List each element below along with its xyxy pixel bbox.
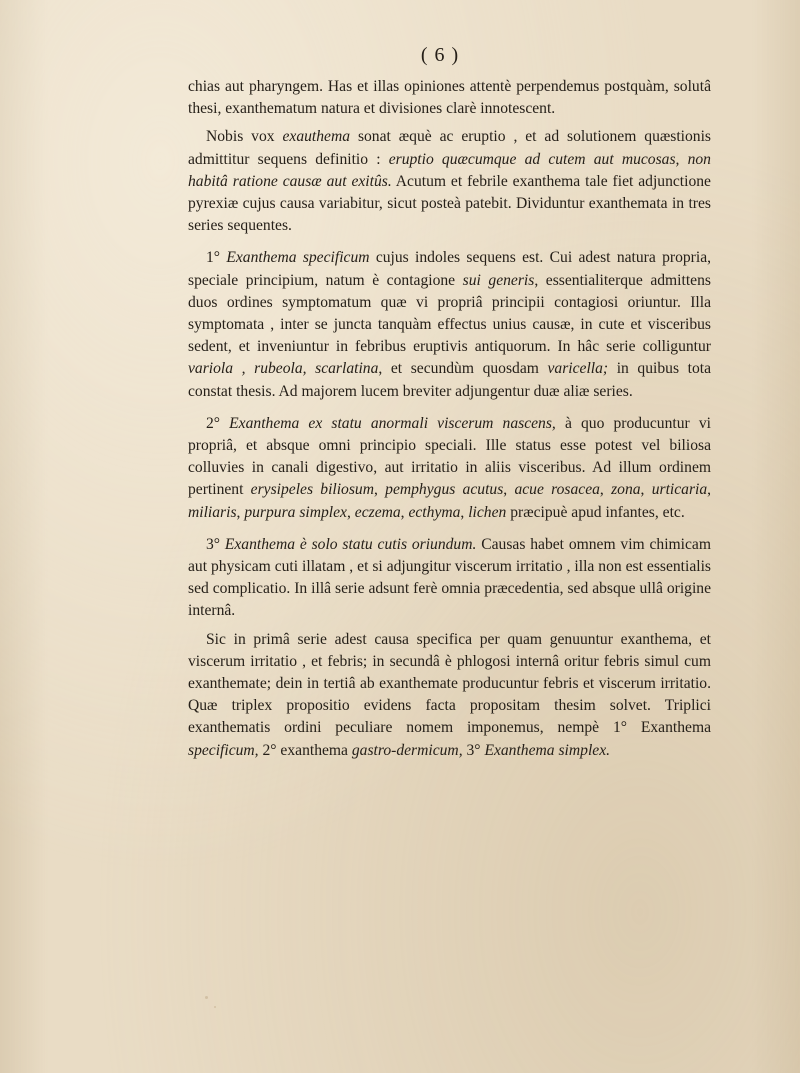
text-run: ,: [599, 481, 612, 499]
italic-term: variola , rubeola, scarlatina: [188, 360, 379, 378]
italic-term: exauthema: [282, 128, 351, 146]
text-run: 2°: [206, 414, 230, 432]
italic-term: lichen: [468, 503, 507, 521]
italic-term: erysipeles biliosum: [250, 481, 374, 499]
text-run: ,: [707, 481, 712, 499]
italic-term: eczema: [354, 503, 401, 521]
paragraph-continuation: [188, 76, 711, 120]
text-run: ,: [400, 503, 409, 521]
text-run: Nobis vox: [206, 128, 283, 146]
italic-term: urticaria: [651, 481, 708, 499]
paragraph-series-2: [188, 413, 711, 524]
text-run: præcipuè apud infantes, etc.: [506, 503, 685, 521]
text-run: chias aut pharyngem. Has et illas opiniones attentè perpendemus postquàm, solutâ thesi, exanthematum natura et divisiones clarè innotescent.: [188, 78, 711, 118]
italic-term: pemphygus acutus: [385, 481, 504, 499]
italic-term: Exanthema specificum: [226, 249, 370, 267]
italic-term: purpura simplex: [244, 503, 347, 521]
italic-term: varicella;: [547, 360, 609, 378]
italic-term: ecthyma: [408, 503, 461, 521]
italic-term: zona: [611, 481, 641, 499]
text-run: 3°: [206, 535, 225, 553]
text-run: cujus indoles sequens est. Cui adest natura propria, speciale principium, natum è contagione: [188, 249, 712, 289]
italic-term: Exanthema ex statu anormali viscerum nascens,: [229, 414, 556, 432]
paper-stain: [214, 1006, 216, 1008]
italic-term: Exanthema è solo statu cutis oriundum.: [224, 535, 477, 553]
text-run: , essentialiterque admittens duos ordines symptomatum quæ vi propriâ principii contagiosi oriuntur. Illa symptomata , inter se juncta tanquàm effectus unius causæ, in cute et visceribus sedent, et inveniuntur in febribus eruptivis antiquorum. In hâc serie colliguntur: [188, 271, 711, 356]
text-run: 3°: [462, 741, 485, 759]
italic-term: miliaris: [188, 503, 237, 521]
text-run: Sic in primâ serie adest causa specifica per quam genuuntur exanthema, et viscerum irritatio , et febris; in secundâ è phlogosi internâ oritur febris simul cum exanthemate; dein in tertiâ ab exanthemate producuntur febris et viscerum irritatio. Quæ triplex propositio evidens facta propositam thesim solvet. Triplici exanthematis ordini peculiare nomem imponemus, nempè 1° Exanthema: [188, 630, 711, 737]
italic-term: Exanthema simplex.: [484, 741, 611, 759]
text-run: , et secundùm quosdam: [378, 360, 548, 378]
text-run: 1°: [206, 249, 227, 267]
body-text: [188, 76, 711, 762]
paper-stain: [205, 996, 208, 999]
paragraph-series-3: [188, 534, 711, 623]
text-run: ,: [460, 503, 469, 521]
paragraph-summary: [188, 629, 711, 762]
italic-term: specificum,: [188, 741, 259, 759]
paragraph-series-1: [188, 247, 711, 402]
page-number: ( 6 ): [420, 44, 460, 66]
italic-term: acue rosacea: [514, 481, 600, 499]
text-run: ,: [374, 481, 386, 499]
italic-term: gastro-dermicum,: [351, 741, 463, 759]
text-run: à quo producuntur vi propriâ, et absque omni principio speciali. Ille status esse potest vel biliosa colluvies in canali digestivo, aut irritatio in aliis visceribus. Ad illum ordinem pertinent: [188, 414, 711, 499]
text-run: ,: [346, 503, 355, 521]
paragraph-definition: [188, 126, 711, 237]
text-run: sonat æquè ac eruptio , et ad solutionem quæstionis admittitur sequens definitio :: [188, 128, 711, 168]
text-run: in quibus tota constat thesis. Ad majorem lucem breviter adjungentur duæ aliæ series.: [188, 360, 712, 400]
text-run: 2° exanthema: [258, 741, 352, 759]
paper-stain: [655, 661, 658, 664]
text-run: ,: [236, 503, 245, 521]
text-run: Acutum et febrile exanthema tale fiet adjunctione pyrexiæ cujus causa variabitur, sicut posteà patebit. Dividuntur exanthemata in tres series sequentes.: [188, 172, 711, 235]
text-run: ,: [640, 481, 652, 499]
text-run: ,: [503, 481, 515, 499]
text-run: Causas habet omnem vim chimicam aut physicam cuti illatam , et si adjungitur viscerum irritatio , illa non est essentialis sed complicatio. In illâ serie adsunt ferè omnia præcedentia, sed absque ullâ origine internâ.: [188, 535, 711, 620]
italic-term: sui generis: [462, 271, 535, 289]
italic-term: eruptio quæcumque ad cutem aut mucosas, non habitâ ratione causæ aut exitûs.: [188, 150, 711, 190]
